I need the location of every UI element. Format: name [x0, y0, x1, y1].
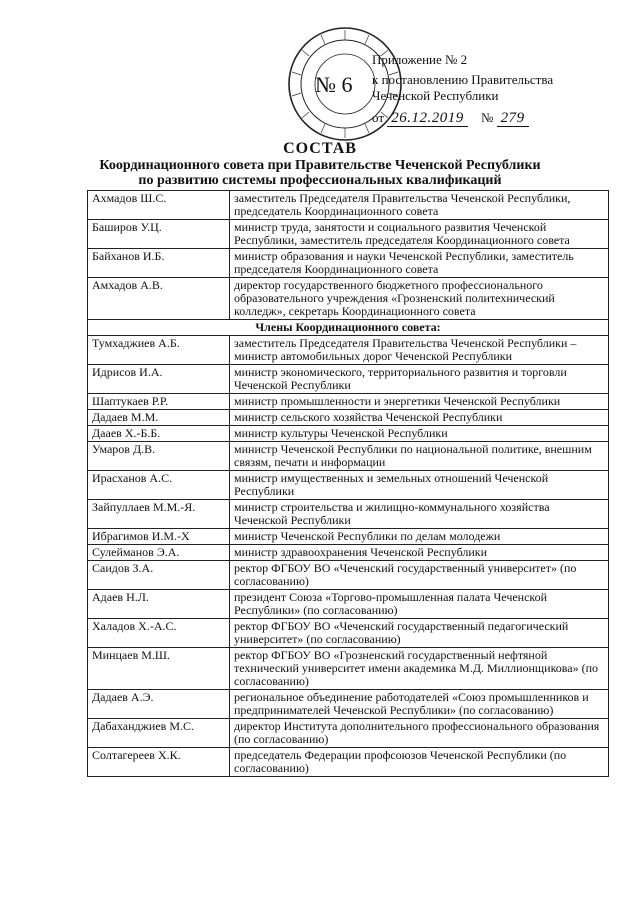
annex-number: 279: [497, 110, 529, 127]
member-role: министр Чеченской Республики по национальной политике, внешним связям, печати и информации: [230, 442, 609, 471]
member-role: председатель Федерации профсоюзов Чеченской Республики (по согласованию): [230, 748, 609, 777]
member-name: Умаров Д.В.: [88, 442, 230, 471]
table-row: [88, 249, 609, 278]
member-role: министр сельского хозяйства Чеченской Республики: [230, 410, 609, 426]
member-role: ректор ФГБОУ ВО «Грозненский государственный нефтяной технический университет имени академика М.Д. Миллионщикова» (по согласованию): [230, 648, 609, 690]
member-name: Идрисов И.А.: [88, 365, 230, 394]
member-role: министр строительства и жилищно-коммунального хозяйства Чеченской Республики: [230, 500, 609, 529]
table-row: [88, 529, 609, 545]
table-section-row: [88, 320, 609, 336]
table-row: [88, 471, 609, 500]
member-role: министр имущественных и земельных отношений Чеченской Республики: [230, 471, 609, 500]
table-row: [88, 410, 609, 426]
table-row: [88, 500, 609, 529]
table-row: [88, 220, 609, 249]
member-role: заместитель Председателя Правительства Чеченской Республики – министр автомобильных дорог Чеченской Республики: [230, 336, 609, 365]
member-name: Тумхаджиев А.Б.: [88, 336, 230, 365]
annex-resolution: к постановлению Правительства: [372, 72, 554, 87]
table-row: [88, 619, 609, 648]
table-row: [88, 719, 609, 748]
table-row: [88, 365, 609, 394]
member-name: Дабаханджиев М.С.: [88, 719, 230, 748]
seal-number: № 6: [315, 72, 353, 97]
member-name: Дадаев М.М.: [88, 410, 230, 426]
member-name: Солтагереев Х.К.: [88, 748, 230, 777]
annex-number-prefix: №: [481, 110, 494, 125]
member-name: Ибрагимов И.М.-Х: [88, 529, 230, 545]
member-name: Дааев Х.-Б.Б.: [88, 426, 230, 442]
member-role: президент Союза «Торгово-промышленная палата Чеченской Республики» (по согласованию): [230, 590, 609, 619]
table-row: [88, 442, 609, 471]
member-name: Ахмадов Ш.С.: [88, 191, 230, 220]
document-title: СОСТАВ: [283, 140, 357, 157]
table-row: [88, 590, 609, 619]
member-role: министр Чеченской Республики по делам молодежи: [230, 529, 609, 545]
member-name: Зайпуллаев М.М.-Я.: [88, 500, 230, 529]
annex-date: 26.12.2019: [387, 110, 468, 127]
member-name: Дадаев А.Э.: [88, 690, 230, 719]
member-role: министр промышленности и энергетики Чеченской Республики: [230, 394, 609, 410]
member-role: министр образования и науки Чеченской Республики, заместитель председателя Координационного совета: [230, 249, 609, 278]
document-subtitle-line1: Координационного совета при Правительстве Чеченской Республики: [99, 158, 541, 173]
member-role: региональное объединение работодателей «Союз промышленников и предпринимателей Чеченской Республики» (по согласованию): [230, 690, 609, 719]
table-row: [88, 394, 609, 410]
table-row: [88, 191, 609, 220]
member-name: Ирасханов А.С.: [88, 471, 230, 500]
member-role: ректор ФГБОУ ВО «Чеченский государственный педагогический университет» (по согласованию): [230, 619, 609, 648]
table-row: [88, 545, 609, 561]
member-role: министр здравоохранения Чеченской Республики: [230, 545, 609, 561]
annex-title: Приложение № 2: [372, 52, 468, 67]
member-name: Байханов И.Б.: [88, 249, 230, 278]
member-role: министр культуры Чеченской Республики: [230, 426, 609, 442]
annex-date-line: [372, 110, 612, 126]
member-role: директор Института дополнительного профессионального образования (по согласованию): [230, 719, 609, 748]
member-role: заместитель Председателя Правительства Чеченской Республики, председатель Координационного совета: [230, 191, 609, 220]
table-row: [88, 426, 609, 442]
member-name: Сулейманов Э.А.: [88, 545, 230, 561]
member-name: Баширов У.Ц.: [88, 220, 230, 249]
member-name: Амхадов А.В.: [88, 278, 230, 320]
member-role: директор государственного бюджетного профессионального образовательного учреждения «Грозненский политехнический колледж», секретарь Координационного совета: [230, 278, 609, 320]
member-name: Саидов З.А.: [88, 561, 230, 590]
document-subtitle-line2: по развитию системы профессиональных квалификаций: [138, 173, 502, 188]
member-name: Адаев Н.Л.: [88, 590, 230, 619]
table-row: [88, 561, 609, 590]
table-row: [88, 748, 609, 777]
members-section-heading: Члены Координационного совета:: [88, 320, 609, 336]
member-role: министр труда, занятости и социального развития Чеченской Республики, заместитель председателя Координационного совета: [230, 220, 609, 249]
annex-date-prefix: от: [372, 110, 385, 125]
table-row: [88, 648, 609, 690]
annex-republic: Чеченской Республики: [372, 88, 499, 103]
member-name: Халадов Х.-А.С.: [88, 619, 230, 648]
table-row: [88, 690, 609, 719]
council-members-table: [87, 190, 609, 777]
member-name: Минцаев М.Ш.: [88, 648, 230, 690]
member-role: министр экономического, территориального развития и торговли Чеченской Республики: [230, 365, 609, 394]
member-name: Шаптукаев Р.Р.: [88, 394, 230, 410]
annex-header: [372, 52, 612, 126]
table-row: [88, 278, 609, 320]
member-role: ректор ФГБОУ ВО «Чеченский государственный университет» (по согласованию): [230, 561, 609, 590]
table-row: [88, 336, 609, 365]
